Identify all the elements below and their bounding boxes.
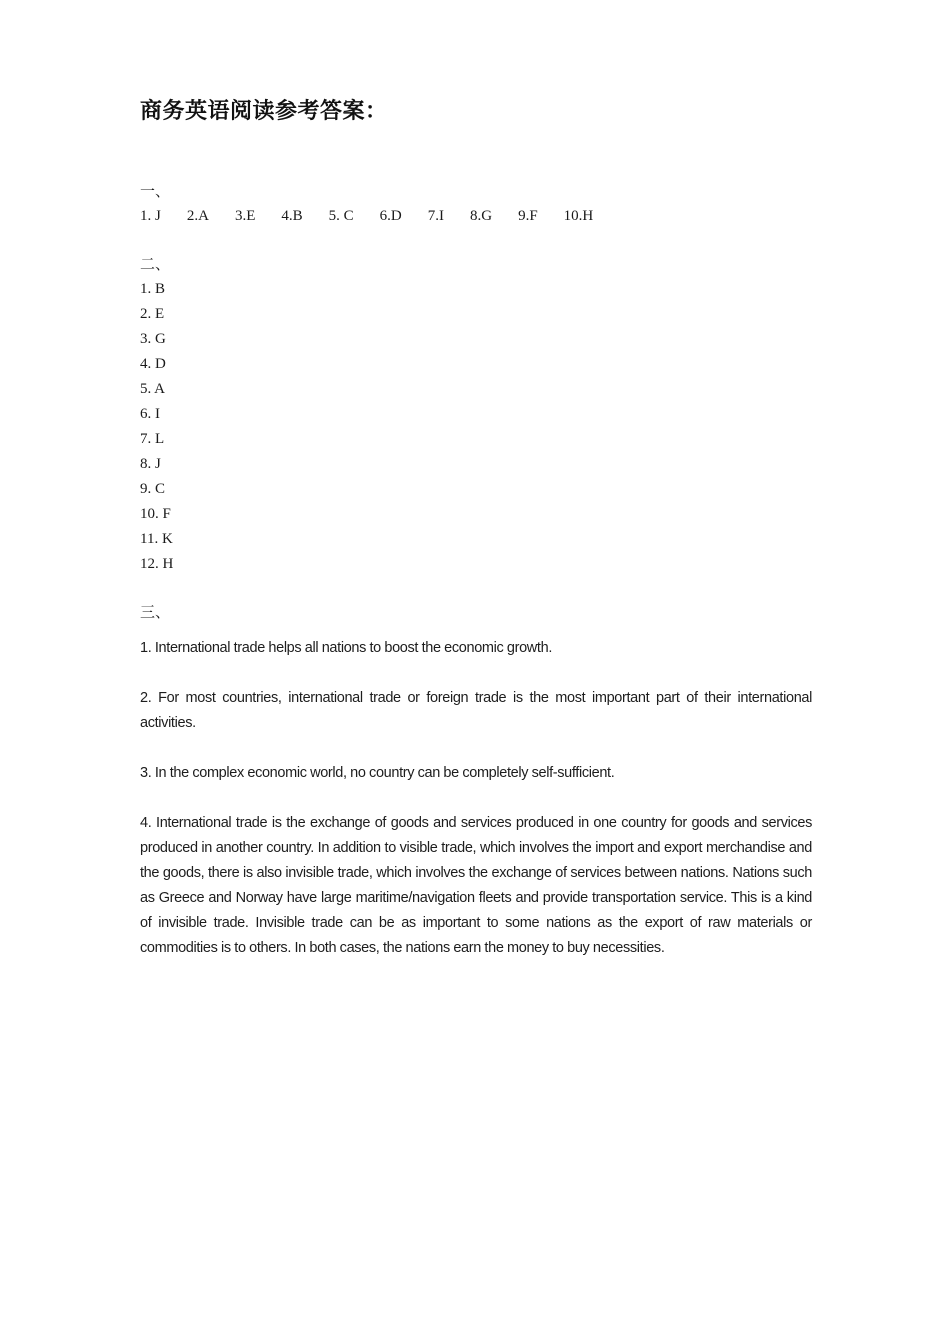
section-three-body — [140, 636, 812, 961]
list-item: 8. J — [140, 456, 161, 472]
list-item: 7. L — [140, 431, 165, 447]
section-two-answer-list — [140, 277, 812, 577]
list-item: 3. G — [140, 331, 166, 347]
answer-item: 9.F — [518, 208, 538, 224]
answer-paragraph: 2. For most countries, international trade or foreign trade is the most important part of their international activities. — [140, 690, 812, 731]
answer-paragraph: 4. International trade is the exchange of goods and services produced in one country for goods and services produced in another country. In addition to visible trade, which involves the import and export merchandise and the goods, there is also invisible trade, which involves the exchange of services between nations. Nations such as Greece and Norway have large maritime/navigation fleets and provide transportation service. This is a kind of invisible trade. Invisible trade can be as important to some nations as the export of raw materials or commodities is to others. In both cases, the nations earn the money to buy necessities. — [140, 815, 812, 956]
answer-item: 10.H — [563, 208, 594, 224]
answer-item: 4.B — [281, 208, 303, 224]
list-item: 9. C — [140, 481, 166, 497]
answer-item: 7.I — [427, 208, 444, 224]
answer-item: 3.E — [234, 208, 256, 224]
list-item: 1. B — [140, 281, 166, 297]
answer-item: 6.D — [379, 208, 402, 224]
section-marker-two: 二、 — [140, 257, 171, 273]
list-item: 10. F — [140, 506, 171, 522]
list-item: 4. D — [140, 356, 166, 372]
answer-paragraph: 3. In the complex economic world, no country can be completely self-sufficient. — [140, 765, 615, 781]
answer-paragraph: 1. International trade helps all nations to boost the economic growth. — [140, 640, 552, 656]
answer-item: 8.G — [469, 208, 493, 224]
page-title: 商务英语阅读参考答案： — [140, 98, 388, 123]
list-item: 6. I — [140, 406, 160, 422]
list-item: 11. K — [140, 531, 173, 547]
list-item: 5. A — [140, 381, 166, 397]
document-content — [140, 96, 812, 961]
answer-item: 5. C — [328, 208, 354, 224]
section-one-answer-row — [140, 204, 812, 229]
section-marker-one: 一、 — [140, 184, 171, 200]
answer-item: 1. J — [140, 208, 161, 224]
answer-item: 2.A — [186, 208, 209, 224]
section-marker-three: 三、 — [140, 605, 171, 621]
list-item: 12. H — [140, 556, 174, 572]
list-item: 2. E — [140, 306, 165, 322]
